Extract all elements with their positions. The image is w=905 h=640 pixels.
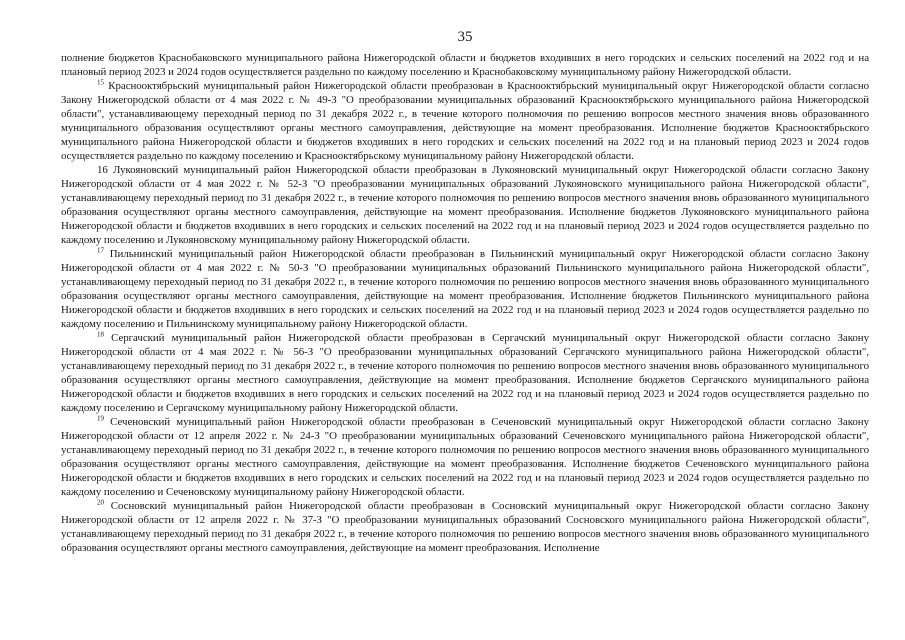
footnote-paragraph-18 [61,331,869,415]
footnote-marker: 19 [97,414,104,423]
footnote-marker: 18 [97,330,104,339]
footnote-text: Сергачский муниципальный район Нижегородской области преобразован в Сергачский муниципальный округ Нижегородской области согласно Закону Нижегородской области от 4 мая 2022 г. № 56-З "О преобразовании муниципальных образований Сергачского муниципального района Нижегородской области", устанавливающему переходный период по 31 декабря 2022 г., в течение которого полномочия по решению вопросов местного значения вновь образованного муниципального образования осуществляют органы местного самоуправления, действующие на момент преобразования. Исполнение бюджетов Сергачского муниципального района Нижегородской области и бюджетов входивших в него городских и сельских поселений на 2022 год и на плановый период 2023 и 2024 годов осуществляется раздельно по каждому поселению и Сергачскому муниципальному району Нижегородской области. [61,332,869,414]
footnote-paragraph-15 [61,79,869,163]
footnote-text: Сеченовский муниципальный район Нижегородской области преобразован в Сеченовский муниципальный округ Нижегородской области согласно Закону Нижегородской области от 12 апреля 2022 г. № 24-З "О преобразовании муниципальных образований Сеченовского муниципального района Нижегородской области", устанавливающему переходный период по 31 декабря 2022 г., в течение которого полномочия по решению вопросов местного значения вновь образованного муниципального образования осуществляют органы местного самоуправления, действующие на момент преобразования. Исполнение бюджетов Сеченовского муниципального района Нижегородской области и бюджетов входивших в него городских и сельских поселений на 2022 год и на плановый период 2023 и 2024 годов осуществляется раздельно по каждому поселению и Сеченовскому муниципальному району Нижегородской области. [61,416,869,498]
footnote-text: полнение бюджетов Краснобаковского муниципального района Нижегородской области и бюджетов входивших в него городских и сельских поселений на 2022 год и на плановый период 2023 и 2024 годов осуществляется раздельно по каждому поселению и Краснобаковскому муниципальному району Нижегородской области. [61,52,869,78]
footnote-text: Краснооктябрьский муниципальный район Нижегородской области преобразован в Краснооктябрьский муниципальный округ Нижегородской области согласно Закону Нижегородской области от 4 мая 2022 г. № 49-З "О преобразовании муниципальных образований Краснооктябрьского муниципального района Нижегородской области", устанавливающему переходный период по 31 декабря 2022 г., в течение которого полномочия по решению вопросов местного значения вновь образованного муниципального образования осуществляют органы местного самоуправления, действующие на момент преобразования. Исполнение бюджетов Краснооктябрьского муниципального района Нижегородской области и бюджетов входивших в него городских и сельских поселений на 2022 год и на плановый период 2023 и 2024 годов осуществляется раздельно по каждому поселению и Краснооктябрьскому муниципальному району Нижегородской области. [61,80,869,162]
page-number: 35 [457,29,473,45]
footnote-text: Пильнинский муниципальный район Нижегородской области преобразован в Пильнинский муниципальный округ Нижегородской области согласно Закону Нижегородской области от 4 мая 2022 г. № 50-З "О преобразовании муниципальных образований Пильнинского муниципального района Нижегородской области", устанавливающему переходный период по 31 декабря 2022 г., в течение которого полномочия по решению вопросов местного значения вновь образованного муниципального образования осуществляют органы местного самоуправления, действующие на момент преобразования. Исполнение бюджетов Пильнинского муниципального района Нижегородской области и бюджетов входивших в него городских и сельских поселений на 2022 год и на плановый период 2023 и 2024 годов осуществляется раздельно по каждому поселению и Пильнинскому муниципальному району Нижегородской области. [61,248,869,330]
footnote-marker: 17 [97,246,104,255]
footnote-paragraph-16 [61,163,869,247]
footnote-paragraph-19 [61,415,869,499]
footnote-marker: 20 [97,498,104,507]
document-page [61,28,869,555]
footnote-marker: 15 [97,78,104,87]
footnote-paragraph-continuation [61,51,869,79]
footnote-text: 16 Лукояновский муниципальный район Нижегородской области преобразован в Лукояновский муниципальный округ Нижегородской области согласно Закону Нижегородской области от 4 мая 2022 г. № 52-З "О преобразовании муниципальных образований Лукояновского муниципального района Нижегородской области", устанавливающему переходный период по 31 декабря 2022 г., в течение которого полномочия по решению вопросов местного значения вновь образованного муниципального образования осуществляют органы местного самоуправления, действующие на момент преобразования. Исполнение бюджетов Лукояновского муниципального района Нижегородской области и бюджетов входивших в него городских и сельских поселений на 2022 год и на плановый период 2023 и 2024 годов осуществляется раздельно по каждому поселению и Лукояновскому муниципальному району Нижегородской области. [61,164,869,246]
footnote-paragraph-17 [61,247,869,331]
footnote-paragraph-20 [61,499,869,555]
footnote-text: Сосновский муниципальный район Нижегородской области преобразован в Сосновский муниципальный округ Нижегородской области согласно Закону Нижегородской области от 12 апреля 2022 г. № 37-З "О преобразовании муниципальных образований Сосновского муниципального района Нижегородской области", устанавливающему переходный период по 31 декабря 2022 г., в течение которого полномочия по решению вопросов местного значения вновь образованного муниципального образования осуществляют органы местного самоуправления, действующие на момент преобразования. Исполнение [61,500,869,554]
